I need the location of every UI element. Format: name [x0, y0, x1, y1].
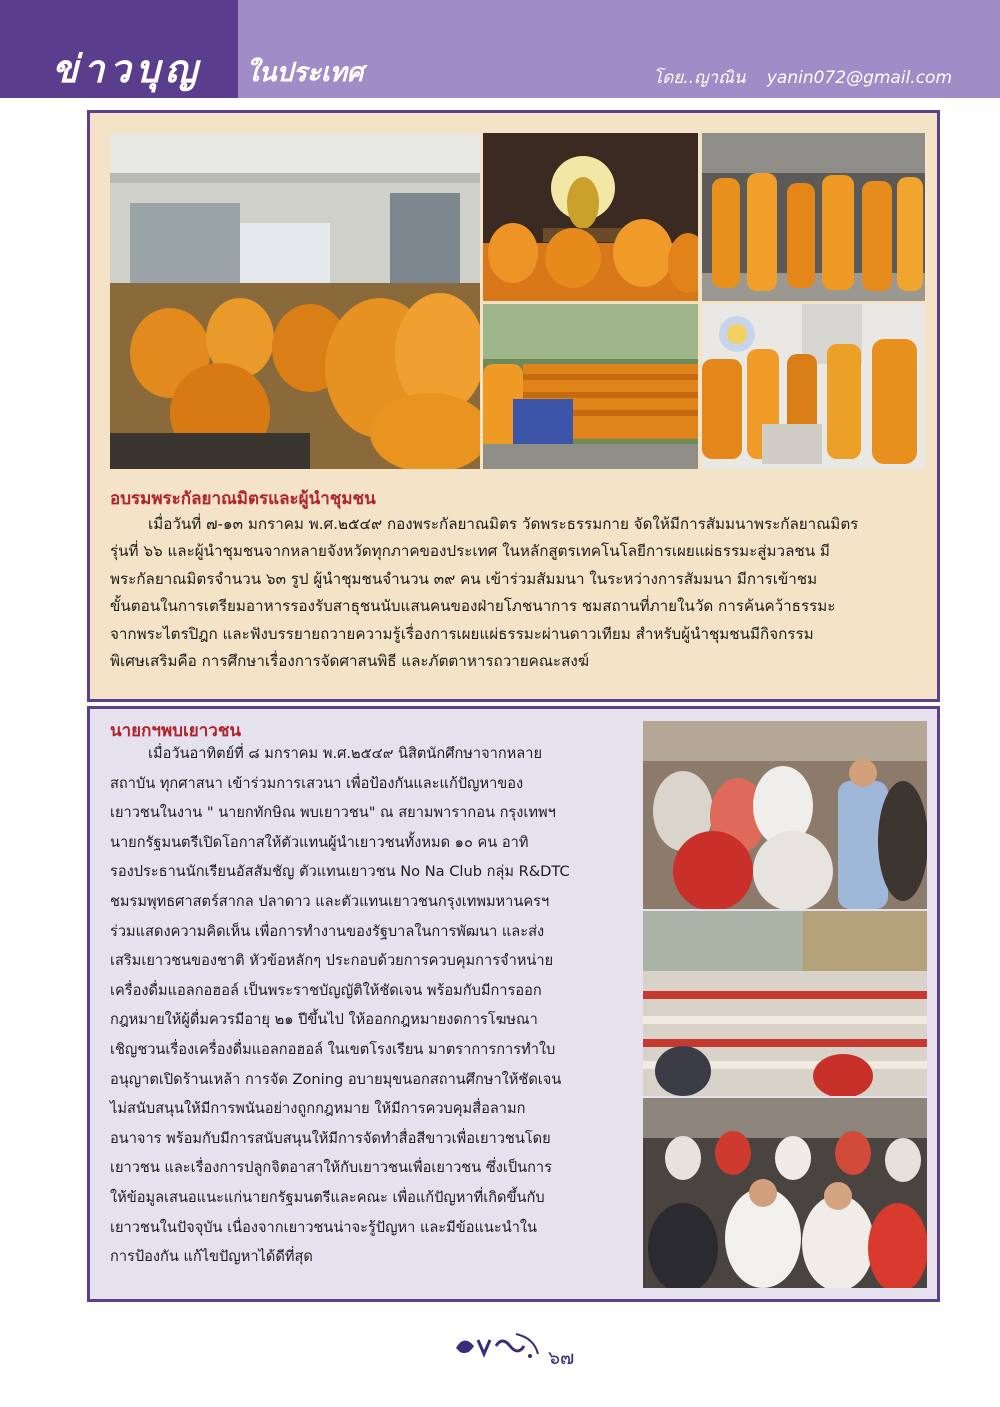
- article-2-line: เยาวชน และเรื่องการปลูกจิตอาสาให้กับเยาวชนเพื่อเยาวชน ซึ่งเป็นการ: [110, 1159, 552, 1177]
- photo-outdoor-rows: [483, 304, 698, 469]
- article-2-line: เครื่องดื่มแอลกอฮอล์ เป็นพระราชบัญญัติให้ชัดเจน พร้อมกับมีการออก: [110, 981, 542, 999]
- photo-buddha-hall: [483, 133, 698, 301]
- photo-standing-monks: [702, 133, 925, 301]
- section-title: ข่าวบุญ: [52, 47, 203, 91]
- photo-youth-crowd: [643, 911, 927, 1096]
- article-2-title: นายกฯพบเยาวชน: [110, 721, 241, 741]
- article-2-line: กฎหมายให้ผู้ดื่มควรมีอายุ ๒๑ ปีขึ้นไป ให้ออกกฎหมายงดการโฆษณา: [110, 1011, 538, 1029]
- article-2-body: [110, 739, 570, 1272]
- article-1-line: รุ่นที่ ๖๖ และผู้นำชุมชนจากหลายจังหวัดทุกภาคของประเทศ ในหลักสูตรเทคโนโลยีการเผยแผ่ธรรมะสู่มวลชน มี: [110, 542, 830, 561]
- section-subtitle: ในประเทศ: [246, 58, 364, 88]
- photo-youth-front-row: [643, 1098, 927, 1288]
- article-2-line: อนุญาตเปิดร้านเหล้า การจัด Zoning อบายมุขนอกสถานศึกษาให้ชัดเจน: [110, 1070, 562, 1088]
- author-name: โดย..ญาณิน: [653, 68, 746, 88]
- article-1-line: ขั้นตอนในการเตรียมอาหารรองรับสาธุชนนับแสนคนของฝ่ายโภชนาการ ชมสถานที่ภายในวัด การค้นคว้าธรรมะ: [110, 597, 836, 616]
- article-2-line: การป้องกัน แก้ไขปัญหาได้ดีที่สุด: [110, 1248, 313, 1266]
- article-1-title: อบรมพระกัลยาณมิตรและผู้นำชุมชน: [110, 489, 376, 509]
- article-2-line: ชมรมพุทธศาสตร์สากล ปลาดาว และตัวแทนเยาวชนกรุงเทพมหานครฯ: [110, 892, 550, 910]
- article-2-line: เมื่อวันอาทิตย์ที่ ๘ มกราคม พ.ศ.๒๕๔๙ นิสิตนักศึกษาจากหลาย: [148, 745, 542, 762]
- article-2-line: เชิญชวนเรื่องเครื่องดื่มแอลกอฮอล์ ในเขตโรงเรียน มาตราการการทำใบ: [110, 1040, 556, 1058]
- page-number: ๖๗: [548, 1347, 575, 1369]
- article-2-line: เยาวชนในงาน " นายกทักษิณ พบเยาวชน" ณ สยามพารากอน กรุงเทพฯ: [110, 804, 556, 822]
- article-1-line: พิเศษเสริมคือ การศึกษาเรื่องการจัดศาสนพิธี และภัตตาหารถวายคณะสงฆ์: [110, 651, 590, 670]
- page-header: [0, 0, 1000, 98]
- photo-indoor-group: [702, 304, 925, 469]
- article-1-line: เมื่อวันที่ ๗-๑๓ มกราคม พ.ศ.๒๕๔๙ กองพระกัลยาณมิตร วัดพระธรรมกาย จัดให้มีการสัมมนาพระกัลยาณมิตร: [148, 515, 859, 533]
- article-1-line: จากพระไตรปิฎก และฟังบรรยายถวายความรู้เรื่องการเผยแผ่ธรรมะผ่านดาวเทียม สำหรับผู้นำชุมชนมีกิจกรรม: [110, 624, 814, 643]
- byline: [653, 64, 952, 91]
- photo-classroom: [110, 133, 480, 469]
- article-2-line: เยาวชนในปัจจุบัน เนื่องจากเยาวชนน่าจะรู้ปัญหา และมีข้อแนะนำใน: [110, 1218, 537, 1236]
- article-2-line: นายกรัฐมนตรีเปิดโอกาสให้ตัวแทนผู้นำเยาวชนทั้งหมด ๑๐ คน อาทิ: [110, 833, 529, 851]
- article-2-line: เสริมเยาวชนของชาติ หัวข้อหลักๆ ประกอบด้วยการควบคุมการจำหน่าย: [110, 952, 554, 970]
- article-1-body: [110, 511, 858, 675]
- article-2-line: อนาจาร พร้อมกับมีการสนับสนุนให้มีการจัดทำสื่อสีขาวเพื่อเยาวชนโดย: [110, 1129, 551, 1147]
- article-panel-1: [87, 110, 940, 702]
- article-2-line: ร่วมแสดงความคิดเห็น เพื่อการทำงานของรัฐบาลในการพัฒนา และส่ง: [110, 922, 545, 940]
- article-1-line: พระกัลยาณมิตรจำนวน ๖๓ รูป ผู้นำชุมชนจำนวน ๓๙ คน เข้าร่วมสัมมนา ในระหว่างการสัมมนา มีการเข้าชม: [110, 569, 818, 588]
- article-panel-2: [87, 706, 940, 1302]
- article-2-line: สถาบัน ทุกศาสนา เข้าร่วมการเสวนา เพื่อป้องกันและแก้ปัญหาของ: [110, 774, 524, 792]
- article-2-line: รองประธานนักเรียนอัสสัมชัญ ตัวแทนเยาวชน No Na Club กลุ่ม R&DTC: [110, 863, 570, 881]
- article-2-line: ไม่สนับสนุนให้มีการพนันอย่างถูกกฎหมาย ให้มีการควบคุมสื่อลามก: [110, 1100, 526, 1118]
- author-email: yanin072@gmail.com: [766, 68, 952, 88]
- magazine-logo: [450, 1326, 550, 1366]
- article-2-line: ให้ข้อมูลเสนอแนะแก่นายกรัฐมนตรีและคณะ เพื่อแก้ปัญหาที่เกิดขึ้นกับ: [110, 1188, 545, 1206]
- photo-pm-speaking: [643, 721, 927, 909]
